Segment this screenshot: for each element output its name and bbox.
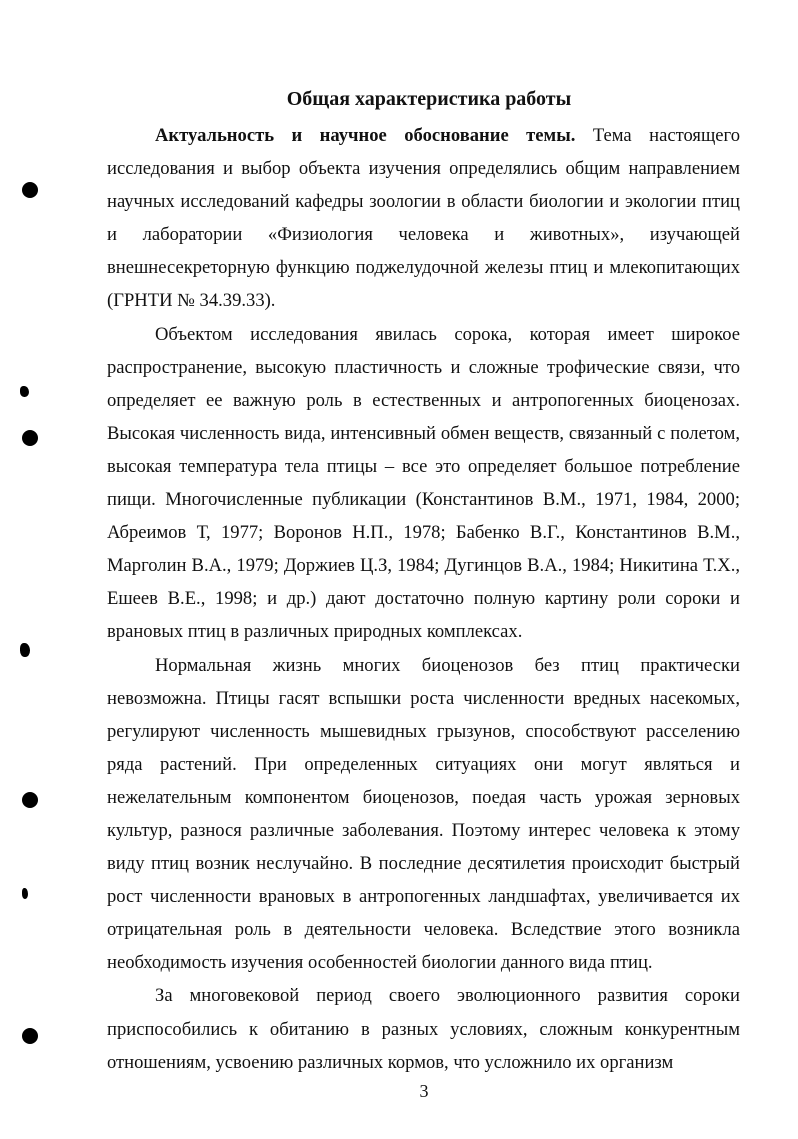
paragraph-biocenoses: Нормальная жизнь многих биоценозов без птиц практически невозможна. Птицы гасят вспышки роста численности вредных насекомых, регулируют численность мышевидных грызунов, способствуют расселению ряда растений. При определенных ситуациях они могут являться и нежелательным компонентом биоценозов, поедая часть урожая зерновых культур, разнося различные заболевания. Поэтому интерес человека к этому виду птиц возник неслучайно. В последние десятилетия происходит быстрый рост численности врановых в антропогенных ландшафтах, увеличивается их отрицательная роль в деятельности человека. Вследствие этого возникла необходимость изучения особенностей биологии данного вида птиц.	[107, 654, 740, 974]
paragraph-lead: Актуальность и научное обоснование темы.	[155, 125, 576, 146]
page-title: Общая характеристика работы	[286, 88, 572, 110]
scan-speck-2	[20, 643, 30, 657]
paragraph-evolution: За многовековой период своего эволюционного развития сороки приспособились к обитанию в разных условиях, сложным конкурентным отношениям, усвоению различных кормов, что усложнило их организм	[107, 985, 740, 1073]
paragraph-object: Объектом исследования явилась сорока, которая имеет широкое распространение, высокую пластичность и сложные трофические связи, что определяет ее важную роль в естественных и антропогенных биоценозах. Высокая численность вида, интенсивный обмен веществ, связанный с полетом, высокая температура тела птицы – все это определяет большое потребление пищи. Многочисленные публикации (Константинов В.М., 1971, 1984, 2000; Абреимов Т, 1977; Воронов Н.П., 1978; Бабенко В.Г., Константинов В.М., Марголин В.А., 1979; Доржиев Ц.З, 1984; Дугинцов В.А., 1984; Никитина Т.Х., Ешеев В.Е., 1998; и др.) дают достаточно полную картину роли сороки и врановых птиц в различных природных комплексах.	[107, 323, 740, 643]
scan-speck-3	[22, 888, 28, 899]
binder-hole-1	[22, 182, 38, 198]
binder-hole-2	[22, 430, 38, 446]
body-text	[107, 119, 740, 1079]
page-number: 3	[419, 1081, 429, 1101]
binder-hole-3	[22, 792, 38, 808]
scan-speck-1	[20, 386, 29, 397]
binder-hole-4	[22, 1028, 38, 1044]
paragraph-text: Тема настоящего исследования и выбор объекта изучения определялись общим направлением научных исследований кафедры зоологии в области биологии и экологии птиц и лаборатории «Физиология человека и животных», изучающей внешнесекреторную функцию поджелудочной железы птиц и млекопитающих (ГРНТИ № 34.39.33).	[107, 125, 740, 312]
paragraph-relevance	[107, 119, 740, 318]
